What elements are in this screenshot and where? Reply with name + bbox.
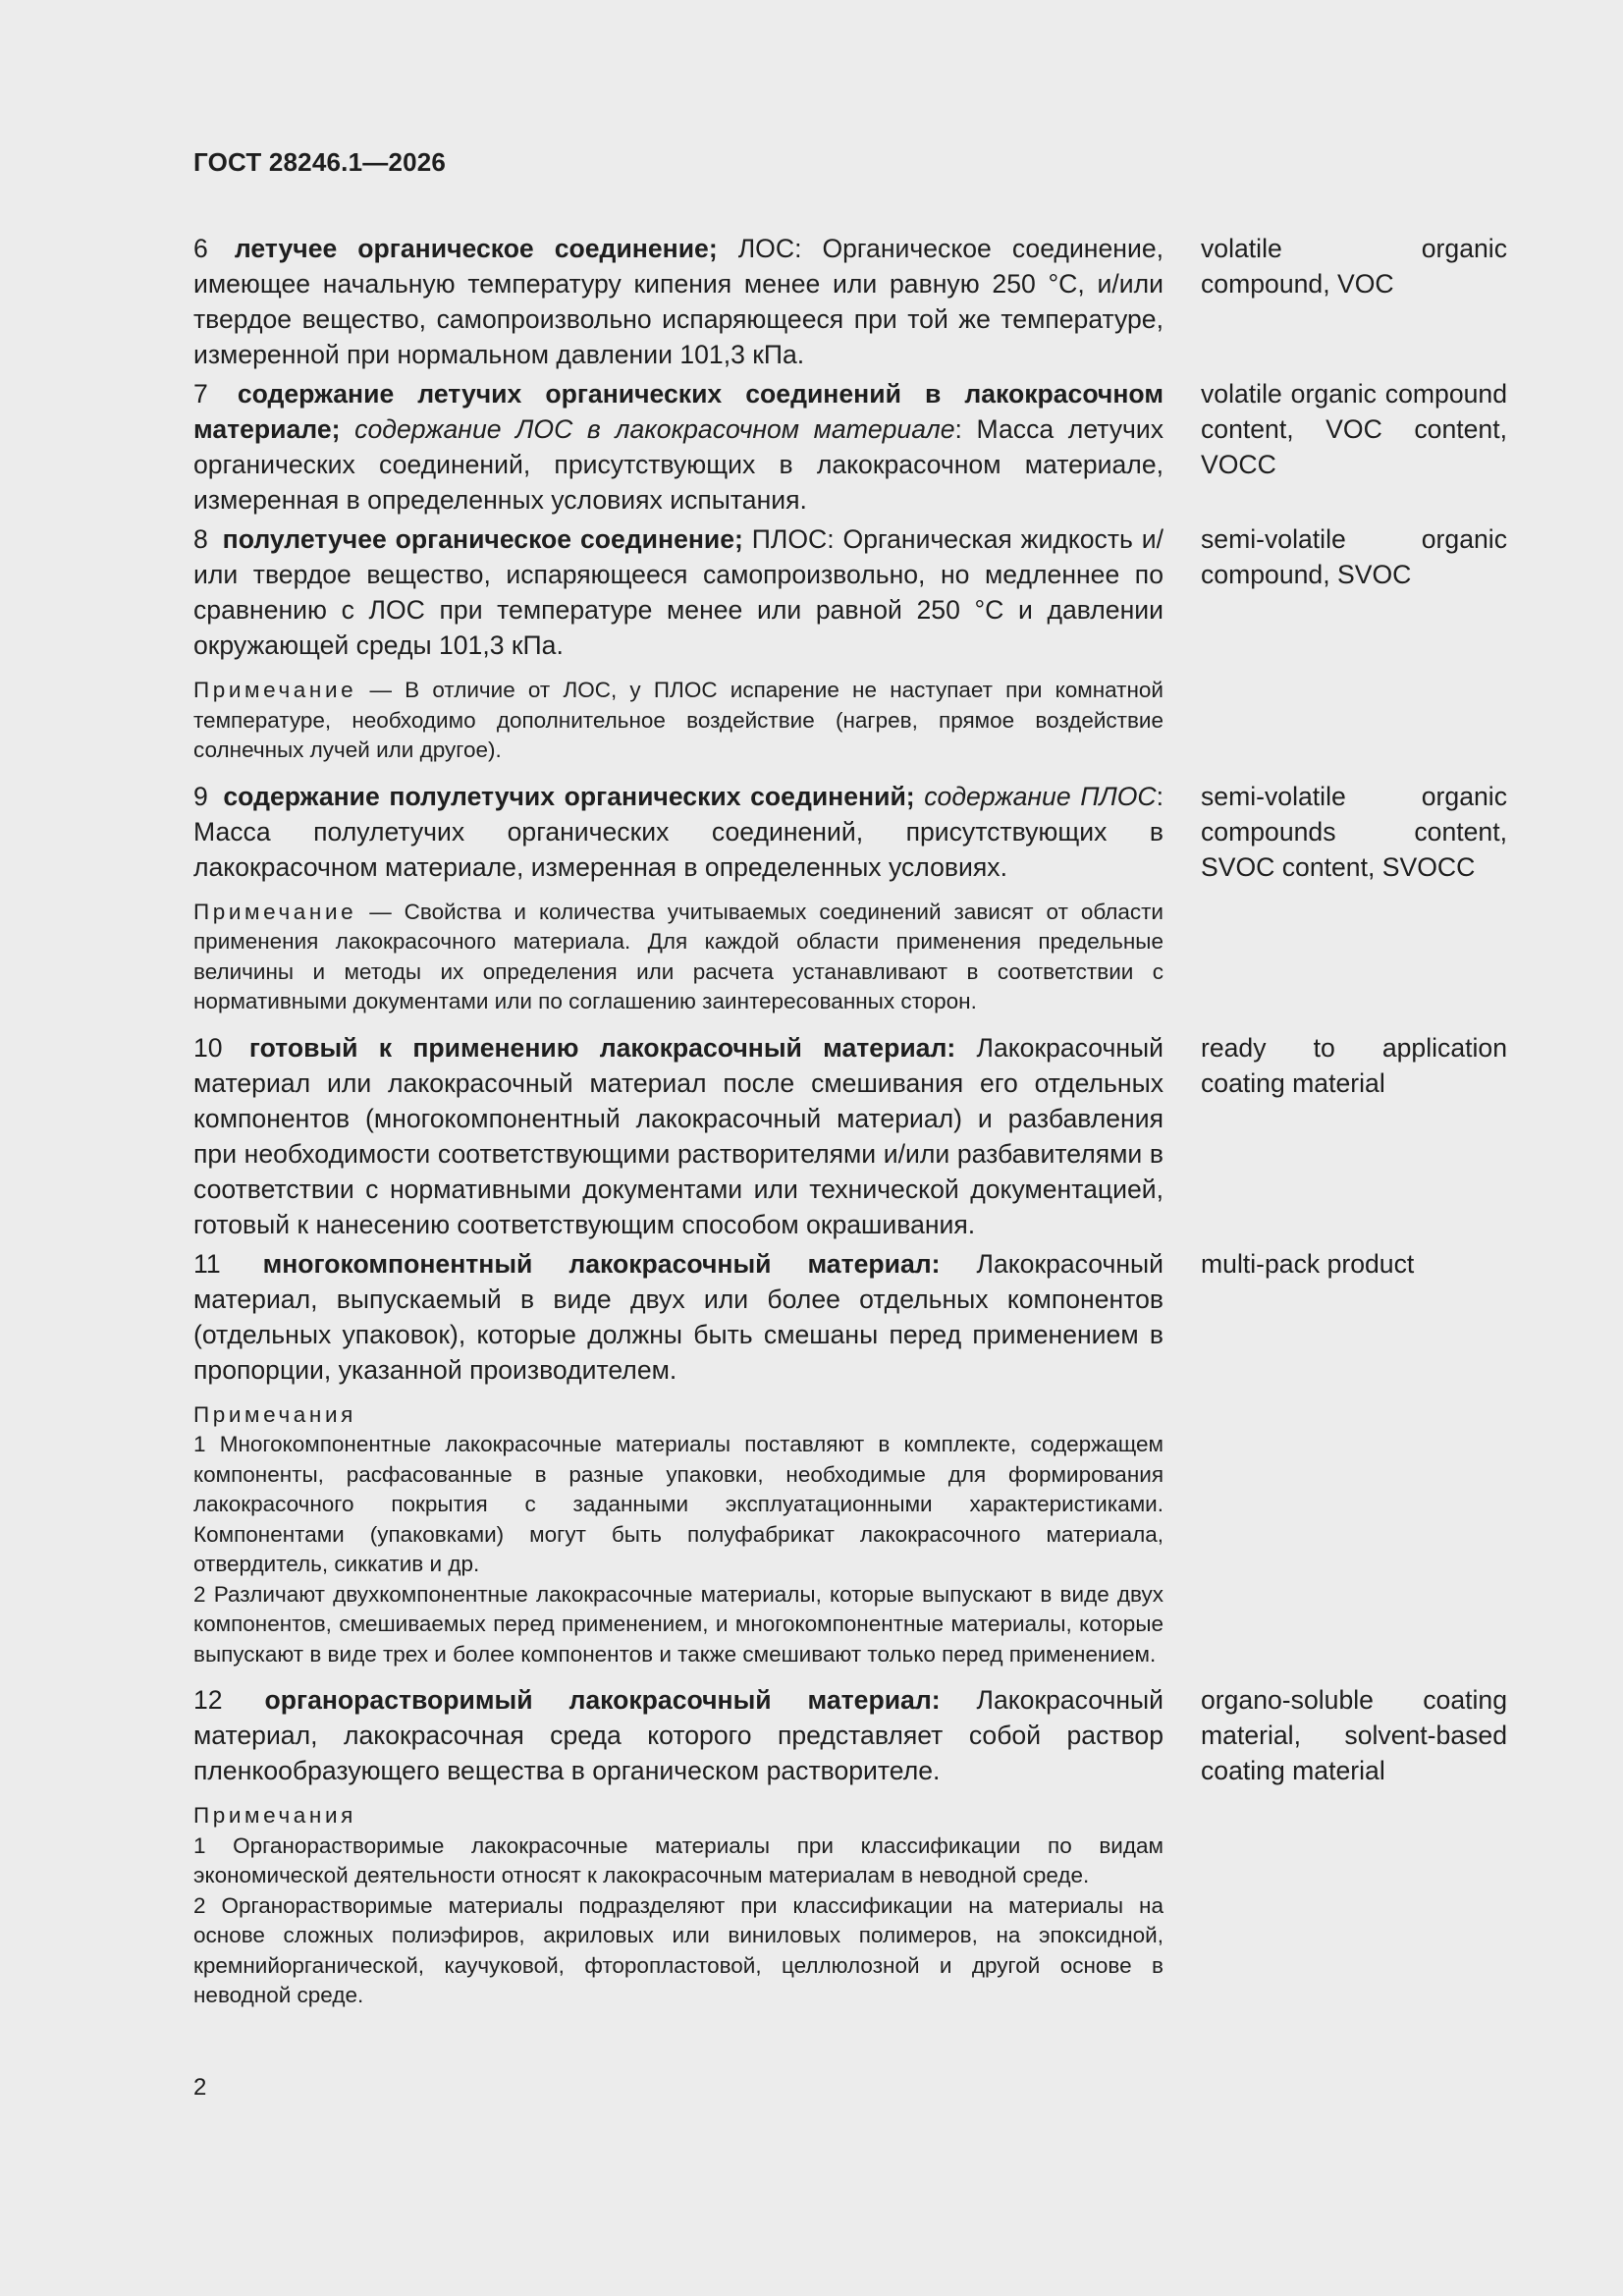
term-name: содержание полулетучих органических соединений; <box>223 781 915 811</box>
term-definition: : Органическое соединение, имеющее начальную температуру кипения менее или равную 250 °C, и/или твердое вещество, самопроизвольно испаряющееся при той же температуре, измеренной при нормальном давлении 101,3 кПа. <box>193 234 1164 369</box>
term-abbreviation: содержание ЛОС в лакокрасочном материале <box>354 414 955 444</box>
term-name: содержание летучих органических соединений в лакокрасочном материале; <box>193 379 1163 444</box>
note-item-1: 1 Органорастворимые лакокрасочные материалы при классификации по видам экономической деятельности относят к лакокрасочным материалам в неводной среде. <box>193 1832 1163 1887</box>
term-name: органорастворимый лакокрасочный материал: <box>264 1685 941 1715</box>
term-definition: Лакокрасочный материал, выпускаемый в виде двух или более отдельных компонентов (отдельных упаковок), которые должны быть смешаны перед применением в пропорции, указанной производителем. <box>193 1248 1163 1385</box>
term-number: 6 <box>193 234 208 263</box>
note-item-2: 2 Различают двухкомпонентные лакокрасочные материалы, которые выпускают в виде двух компонентов, смешиваемых перед применением, и многокомпонентные материалы, которые выпускают в виде трех и более компонентов и также смешивают только перед применением. <box>193 1581 1163 1667</box>
term-name: многокомпонентный лакокрасочный материал: <box>262 1248 941 1279</box>
term-abbreviation: ЛОС <box>737 234 795 263</box>
term-english: organo-soluble coating material, solvent-based coating material <box>1201 1685 1507 1785</box>
document-id: ГОСТ 28246.1—2026 <box>193 147 447 177</box>
term-entry-8 <box>193 521 1509 663</box>
note-term-9 <box>193 898 1163 1017</box>
term-number: 9 <box>193 781 208 811</box>
term-entry-10 <box>193 1030 1509 1242</box>
term-definition: Лакокрасочный материал, лакокрасочная среда которого представляет собой раствор пленкообразующего вещества в органическом растворителе. <box>193 1685 1163 1785</box>
term-entry-12 <box>193 1682 1509 1788</box>
term-entry-7 <box>193 376 1509 518</box>
note-item-2: 2 Органорастворимые материалы подразделяют при классификации на материалы на основе сложных полиэфиров, акриловых или виниловых полимеров, на эпоксидной, кремнийорганической, каучуковой, фторопластовой, целлюлозной и другой основе в неводной среде. <box>193 1892 1163 2007</box>
term-english: semi-volatile organic compounds content, SVOC content, SVOCC <box>1201 781 1507 882</box>
term-english: ready to application coating material <box>1201 1032 1507 1098</box>
term-abbreviation: содержание ПЛОС <box>924 781 1157 811</box>
term-number: 12 <box>193 1685 223 1715</box>
term-abbreviation: ПЛОС <box>751 524 828 554</box>
note-label: Примечание <box>193 678 357 702</box>
note-text: — Свойства и количества учитываемых соединений зависят от области применения лакокрасочного материала. Для каждой области применения предельные величины и методы их определения или расчета устанавливают в соответствии с нормативными документами или по соглашению заинтересованных сторон. <box>193 899 1163 1013</box>
term-number: 10 <box>193 1032 223 1063</box>
term-number: 7 <box>193 379 208 409</box>
note-text: — В отличие от ЛОС, у ПЛОС испарение не наступает при комнатной температуре, необходимо дополнительное воздействие (нагрев, прямое воздействие солнечных лучей или другое). <box>193 678 1163 762</box>
term-name: полулетучее органическое соединение; <box>222 524 743 554</box>
term-entry-6 <box>193 231 1509 372</box>
term-english: volatile organic compound, VOC <box>1201 234 1507 299</box>
term-english: volatile organic compound content, VOC content, VOCC <box>1201 379 1507 479</box>
term-number: 11 <box>193 1248 221 1279</box>
term-english: multi-pack product <box>1201 1248 1415 1279</box>
note-label: Примечания <box>193 1803 356 1828</box>
note-label: Примечание <box>193 899 357 924</box>
note-item-1: 1 Многокомпонентные лакокрасочные материалы поставляют в комплекте, содержащем компоненты, расфасованные в разные упаковки, необходимые для формирования лакокрасочного покрытия с заданными эксплуатационными характеристиками. Компонентами (упаковками) могут быть полуфабрикат лакокрасочного материала, отвердитель, сиккатив и др. <box>193 1432 1163 1576</box>
term-number: 8 <box>193 524 208 554</box>
term-entry-11 <box>193 1246 1509 1388</box>
notes-term-12 <box>193 1801 1163 2011</box>
notes-term-11 <box>193 1400 1163 1670</box>
term-definition: : Масса полулетучих органических соединений, присутствующих в лакокрасочном материале, измеренная в определенных условиях. <box>193 781 1163 882</box>
page-number: 2 <box>193 2074 207 2101</box>
term-definition: : Масса летучих органических соединений, присутствующих в лакокрасочном материале, измеренная в определенных условиях испытания. <box>193 414 1164 515</box>
term-name: готовый к применению лакокрасочный материал: <box>248 1032 956 1063</box>
term-definition: Лакокрасочный материал или лакокрасочный материал после смешивания его отдельных компонентов (многокомпонентный лакокрасочный материал) и разбавления при необходимости соответствующими растворителями и/или разбавителями в соответствии с нормативными документами или технической документацией, готовый к нанесению соответствующим способом окрашивания. <box>193 1032 1163 1239</box>
term-entry-9 <box>193 779 1509 885</box>
note-label: Примечания <box>193 1401 356 1427</box>
term-name: летучее органическое соединение; <box>234 234 718 263</box>
term-definition: : Органическая жидкость и/или твердое вещество, испаряющееся самопроизвольно, но медленнее по сравнению с ЛОС при температуре менее или равной 250 °C и давлении окружающей среды 101,3 кПа. <box>193 524 1164 660</box>
terms-content <box>193 231 1509 2024</box>
term-english: semi-volatile organic compound, SVOC <box>1201 524 1507 589</box>
note-term-8 <box>193 676 1163 766</box>
